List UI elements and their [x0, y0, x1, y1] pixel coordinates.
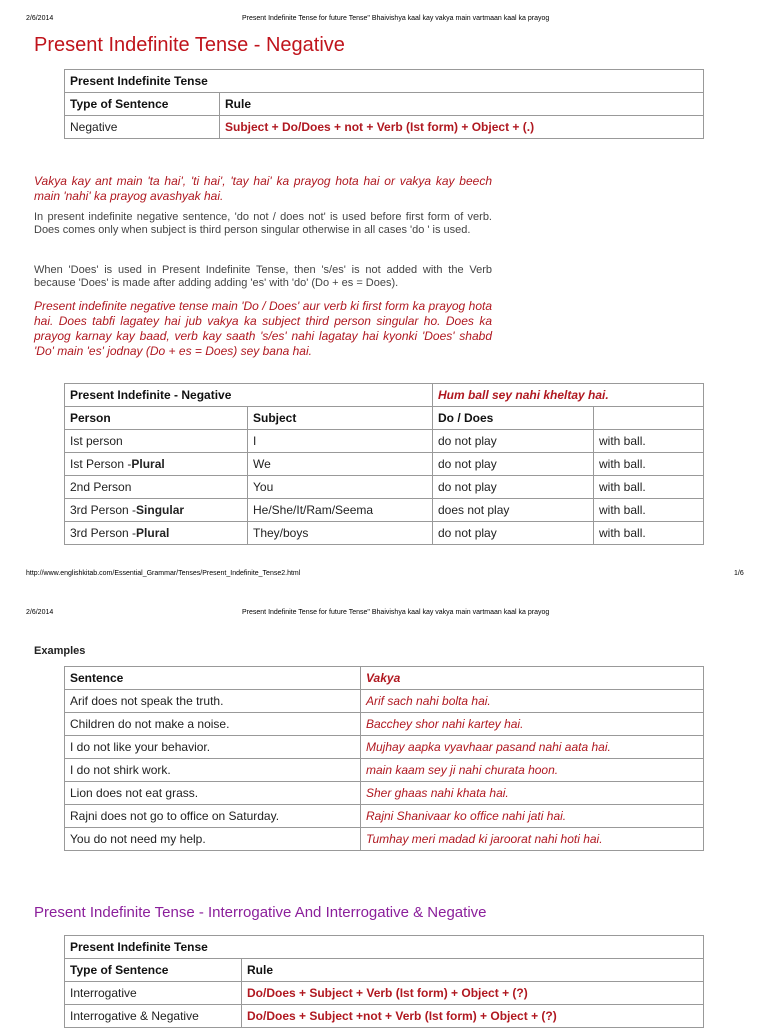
- dodoes-cell: do not play: [433, 453, 594, 476]
- table-row: [65, 805, 704, 828]
- subject-cell: He/She/It/Ram/Seema: [248, 499, 433, 522]
- vakya-cell: Bacchey shor nahi kartey hai.: [361, 713, 704, 736]
- sentence-cell: You do not need my help.: [65, 828, 361, 851]
- rule-formula: Do/Does + Subject +not + Verb (Ist form) + Object + (?): [242, 1005, 704, 1028]
- rule-type: Negative: [65, 116, 220, 139]
- rule-formula: Subject + Do/Does + not + Verb (Ist form) + Object + (.): [220, 116, 704, 139]
- col-dodoes: Do / Does: [433, 407, 594, 430]
- table-row: [65, 982, 704, 1005]
- dodoes-cell: do not play: [433, 430, 594, 453]
- hindi-note-1: Vakya kay ant main 'ta hai', 'ti hai', 'tay hai' ka prayog hota hai or vakya kay beech main 'nahi' ka prayog avashyak hai.: [34, 174, 492, 203]
- rule-formula: Do/Does + Subject + Verb (Ist form) + Object + (?): [242, 982, 704, 1005]
- table-row: [65, 430, 704, 453]
- subject-cell: They/boys: [248, 522, 433, 545]
- rule-table: [64, 69, 704, 139]
- col-person: Person: [65, 407, 248, 430]
- vakya-cell: main kaam sey ji nahi churata hoon.: [361, 759, 704, 782]
- table-row: [65, 736, 704, 759]
- page-title: Present Indefinite Tense - Negative: [34, 34, 345, 56]
- sentence-cell: Rajni does not go to office on Saturday.: [65, 805, 361, 828]
- rule-table-2-col1: Type of Sentence: [65, 959, 242, 982]
- person-cell: 3rd Person -Singular: [65, 499, 248, 522]
- col-blank: [594, 407, 704, 430]
- object-cell: with ball.: [594, 522, 704, 545]
- print-date: 2/6/2014: [26, 15, 54, 22]
- person-cell: Ist Person -Plural: [65, 453, 248, 476]
- rule-type: Interrogative & Negative: [65, 1005, 242, 1028]
- rule-table-2: [64, 935, 704, 1028]
- rule-table-col1: Type of Sentence: [65, 93, 220, 116]
- dodoes-cell: does not play: [433, 499, 594, 522]
- print-title: Present Indefinite Tense for future Tense" Bhaivishya kaal kay vakya main vartmaan kaal ka prayog: [242, 15, 550, 22]
- section-heading-interrogative: Present Indefinite Tense - Interrogative And Interrogative & Negative: [34, 904, 487, 921]
- rule-table-2-col2: Rule: [242, 959, 704, 982]
- sentence-cell: Lion does not eat grass.: [65, 782, 361, 805]
- page-number: 1/6: [734, 570, 744, 577]
- table-row: [65, 782, 704, 805]
- rule-table-2-caption: Present Indefinite Tense: [65, 936, 704, 959]
- dodoes-cell: do not play: [433, 476, 594, 499]
- object-cell: with ball.: [594, 453, 704, 476]
- table-row: [65, 690, 704, 713]
- sentence-cell: I do not like your behavior.: [65, 736, 361, 759]
- col-subject: Subject: [248, 407, 433, 430]
- footer-url[interactable]: http://www.englishkitab.com/Essential_Grammar/Tenses/Present_Indefinite_Tense2.html: [26, 570, 301, 577]
- person-cell: 2nd Person: [65, 476, 248, 499]
- rule-table-caption: Present Indefinite Tense: [65, 70, 704, 93]
- subject-cell: You: [248, 476, 433, 499]
- vakya-cell: Rajni Shanivaar ko office nahi jati hai.: [361, 805, 704, 828]
- table-row: [65, 828, 704, 851]
- table-row: [65, 453, 704, 476]
- col-vakya: Vakya: [361, 667, 704, 690]
- print-title-2: Present Indefinite Tense for future Tense" Bhaivishya kaal kay vakya main vartmaan kaal ka prayog: [242, 609, 550, 616]
- object-cell: with ball.: [594, 430, 704, 453]
- col-sentence: Sentence: [65, 667, 361, 690]
- examples-label: Examples: [34, 645, 86, 657]
- vakya-cell: Sher ghaas nahi khata hai.: [361, 782, 704, 805]
- person-table-sentence: Hum ball sey nahi kheltay hai.: [433, 384, 704, 407]
- subject-cell: I: [248, 430, 433, 453]
- vakya-cell: Arif sach nahi bolta hai.: [361, 690, 704, 713]
- print-date-2: 2/6/2014: [26, 609, 54, 616]
- vakya-cell: Tumhay meri madad ki jaroorat nahi hoti hai.: [361, 828, 704, 851]
- sentence-cell: Arif does not speak the truth.: [65, 690, 361, 713]
- examples-table: [64, 666, 704, 851]
- sentence-cell: I do not shirk work.: [65, 759, 361, 782]
- rule-table-col2: Rule: [220, 93, 704, 116]
- explanation-1: In present indefinite negative sentence, 'do not / does not' is used before first form of verb. Does comes only when subject is third person singular otherwise in all cases 'do ' is used.: [34, 211, 492, 236]
- table-row: [65, 759, 704, 782]
- rule-type: Interrogative: [65, 982, 242, 1005]
- sentence-cell: Children do not make a noise.: [65, 713, 361, 736]
- vakya-cell: Mujhay aapka vyavhaar pasand nahi aata hai.: [361, 736, 704, 759]
- object-cell: with ball.: [594, 499, 704, 522]
- table-row: [65, 1005, 704, 1028]
- subject-cell: We: [248, 453, 433, 476]
- explanation-2: When 'Does' is used in Present Indefinite Tense, then 's/es' is not added with the Verb because 'Does' is made after adding adding 'es' with 'do' (Do + es = Does).: [34, 264, 492, 289]
- person-cell: 3rd Person -Plural: [65, 522, 248, 545]
- table-row: [65, 499, 704, 522]
- dodoes-cell: do not play: [433, 522, 594, 545]
- person-table: [64, 383, 704, 545]
- person-table-caption: Present Indefinite - Negative: [65, 384, 433, 407]
- object-cell: with ball.: [594, 476, 704, 499]
- table-row: [65, 522, 704, 545]
- person-cell: Ist person: [65, 430, 248, 453]
- hindi-note-2: Present indefinite negative tense main 'Do / Does' aur verb ki first form ka prayog hota hai. Does tabfi lagatey hai jub vakya ka subject third person singular ho. Does ka prayog karnay kay baad, verb kay saath 's/es' nahi lagatay hai kyonki 'Does' shabd 'Do' main 'es' jodnay (Do + es = Does) sey bana hai.: [34, 299, 492, 358]
- table-row: [65, 476, 704, 499]
- table-row: [65, 713, 704, 736]
